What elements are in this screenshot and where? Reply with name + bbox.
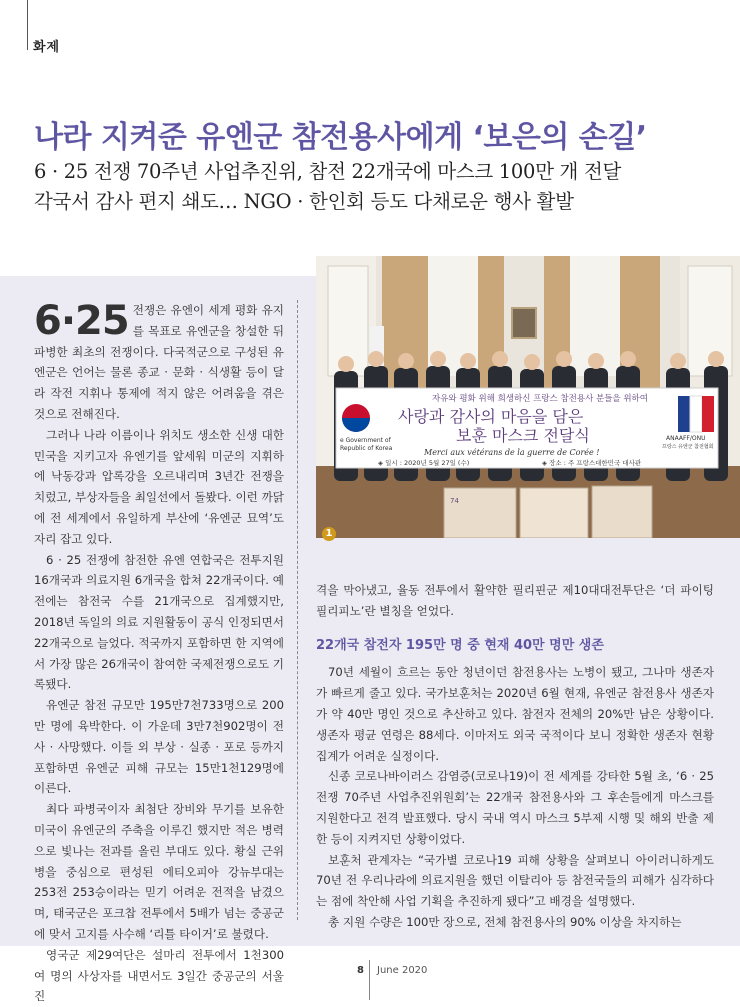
section-bar [27,0,28,50]
right-paragraph-4: 총 지원 수량은 100만 장으로, 전체 참전용사의 90% 이상을 차지하는 [328,914,682,929]
paragraph-6: 영국군 제29여단은 설마리 전투에서 1천300여 명의 사상자를 내면서도 3일간 중공군의 서울 진 [34,947,284,1004]
subheadline-2: 각국서 감사 편지 쇄도… NGO · 한인회 등도 다채로운 행사 활발 [34,190,574,213]
column-divider [297,300,298,920]
continuation-paragraph: 격을 막아냈고, 율동 전투에서 활약한 필리핀군 제10대대전투단은 ‘더 파이팅 필리피노’란 별칭을 얻었다. [316,583,714,618]
banner-anaaf-line-1: ANAAFF/ONU [666,435,706,442]
banner-top-text: 자유와 평화 위해 희생하신 프랑스 참전용사 분들을 위하여 [432,394,648,404]
headline: 나라 지켜준 유엔군 참전용사에게 ‘보은의 손길’ [34,120,647,155]
right-paragraph-1: 70년 세월이 흐르는 동안 청년이던 참전용사는 노병이 됐고, 그나마 생존자가 빠르게 줄고 있다. 국가보훈처는 2020년 6월 현재, 유엔군 참전용사 생존자가 약 40만 명인 것으로 추산하고 있다. 참전자 전체의 20%만 남은 상황이다. 생존자 평균 연령은 88세다. 이마저도 외국 국적이다 보니 정확한 생존자 현황 집계가 어려운 실정이다. [316,665,714,763]
paragraph-4: 유엔군 참전 규모만 195만7천733명으로 200만 명에 육박한다. 이 가운데 3만7천902명이 전사 · 사망했다. 이들 외 부상 · 실종 · 포로 등까지 포함하면 유엔군 피해 규모는 15만1천129명에 이른다. [34,698,284,796]
right-paragraph-2: 신종 코로나바이러스 감염증(코로나19)이 전 세계를 강타한 5월 초, ‘6 · 25 전쟁 70주년 사업추진위원회’는 22개국 참전용사와 그 후손들에게 마스크를 지원한다고 전격 발표했다. 당시 국내 역시 마스크 5부제 시행 및 해외 반출 제한 등이 지켜지던 상황이었다. [316,769,714,846]
banner-date: ◈ 일시 : 2020년 5월 27일 (수) [378,459,470,467]
footer-divider [369,960,370,1000]
dropcap: 6·25 [34,298,129,344]
issue-date: June 2020 [377,965,428,976]
paragraph-5: 최다 파병국이자 최첨단 장비와 무기를 보유한 미국이 유엔군의 주축을 이루긴 했지만 적은 병력으로 빛나는 전과를 올린 부대도 있다. 황실 근위병을 중심으로 편성된 에티오피아 강뉴부대는 253전 253승이라는 믿기 어려운 전적을 남겼으며, 태국군은 포크찹 전투에서 5배가 넘는 중공군에 맞서 고지를 사수해 ‘리틀 타이거’로 불렸다. [34,802,284,941]
banner-line-2: 보훈 마스크 전달식 [456,426,590,445]
banner-gov-line-1: e Government of [340,437,391,444]
section-heading: 22개국 참전자 195만 명 중 현재 40만 명만 생존 [316,637,604,653]
banner-french: Merci aux vétérans de la guerre de Corée ! [424,448,600,457]
photo-number-badge: 1 [322,527,336,541]
left-column [34,300,284,1007]
right-paragraph-3: 보훈처 관계자는 “국가별 코로나19 피해 상황을 살펴보니 아이러니하게도 70년 전 우리나라에 의료지원을 했던 이탈리아 등 참전국들의 피해가 심각하다는 점에 착안해 사업 기획을 추진하게 됐다”고 배경을 설명했다. [316,852,714,909]
banner-line-1: 사랑과 감사의 마음을 담은 [398,407,584,426]
paragraph-2: 그러나 나라 이름이나 위치도 생소한 신생 대한민국을 지키고자 유엔기를 앞세워 미군의 지휘하에 낙동강과 압록강을 오르내리며 3년간 전쟁을 치렀고, 부상자들을 최일선에서 돌봤다. 이런 까닭에 전 세계에서 유일하게 부산에 ‘유엔군 묘역’도 자리 잡고 있다. [34,427,284,546]
banner-place: ◈ 장소 : 주 프랑스대한민국 대사관 [542,459,642,467]
right-column [316,580,714,933]
subheadline-1: 6 · 25 전쟁 70주년 사업추진위, 참전 22개국에 마스크 100만 개 전달 [34,160,622,183]
paragraph-1: 6·25 전쟁은 유엔이 세계 평화 유지를 목표로 유엔군을 창설한 뒤 파병한 최초의 전쟁이다. 다국적군으로 구성된 유엔군은 언어는 물론 종교 · 문화 · 식생활 등이 달라 작전 지휘나 통제에 적지 않은 어려움을 겪은 것으로 전해진다. [34,298,284,421]
paragraph-3: 6 · 25 전쟁에 참전한 유엔 연합국은 전투지원 16개국과 의료지원 6개국을 합쳐 22개국이다. 예전에는 참전국 수를 21개국으로 집계했지만, 2018년 독일의 의료 지원활동이 공식 인정되면서 22개국으로 늘었다. 적국까지 포함하면 한 지역에서 가장 많은 26개국이 참여한 국제전쟁으로도 기록됐다. [34,552,284,692]
banner-gov-line-2: Republic of Korea [340,445,393,452]
page-number: 8 [357,965,364,976]
section-label: 화제 [33,40,61,55]
banner-anaaf-line-2: 프랑스 유엔군 참전협회 [662,444,714,450]
ceremony-photo [316,256,740,538]
box-label: 74 [450,497,459,505]
